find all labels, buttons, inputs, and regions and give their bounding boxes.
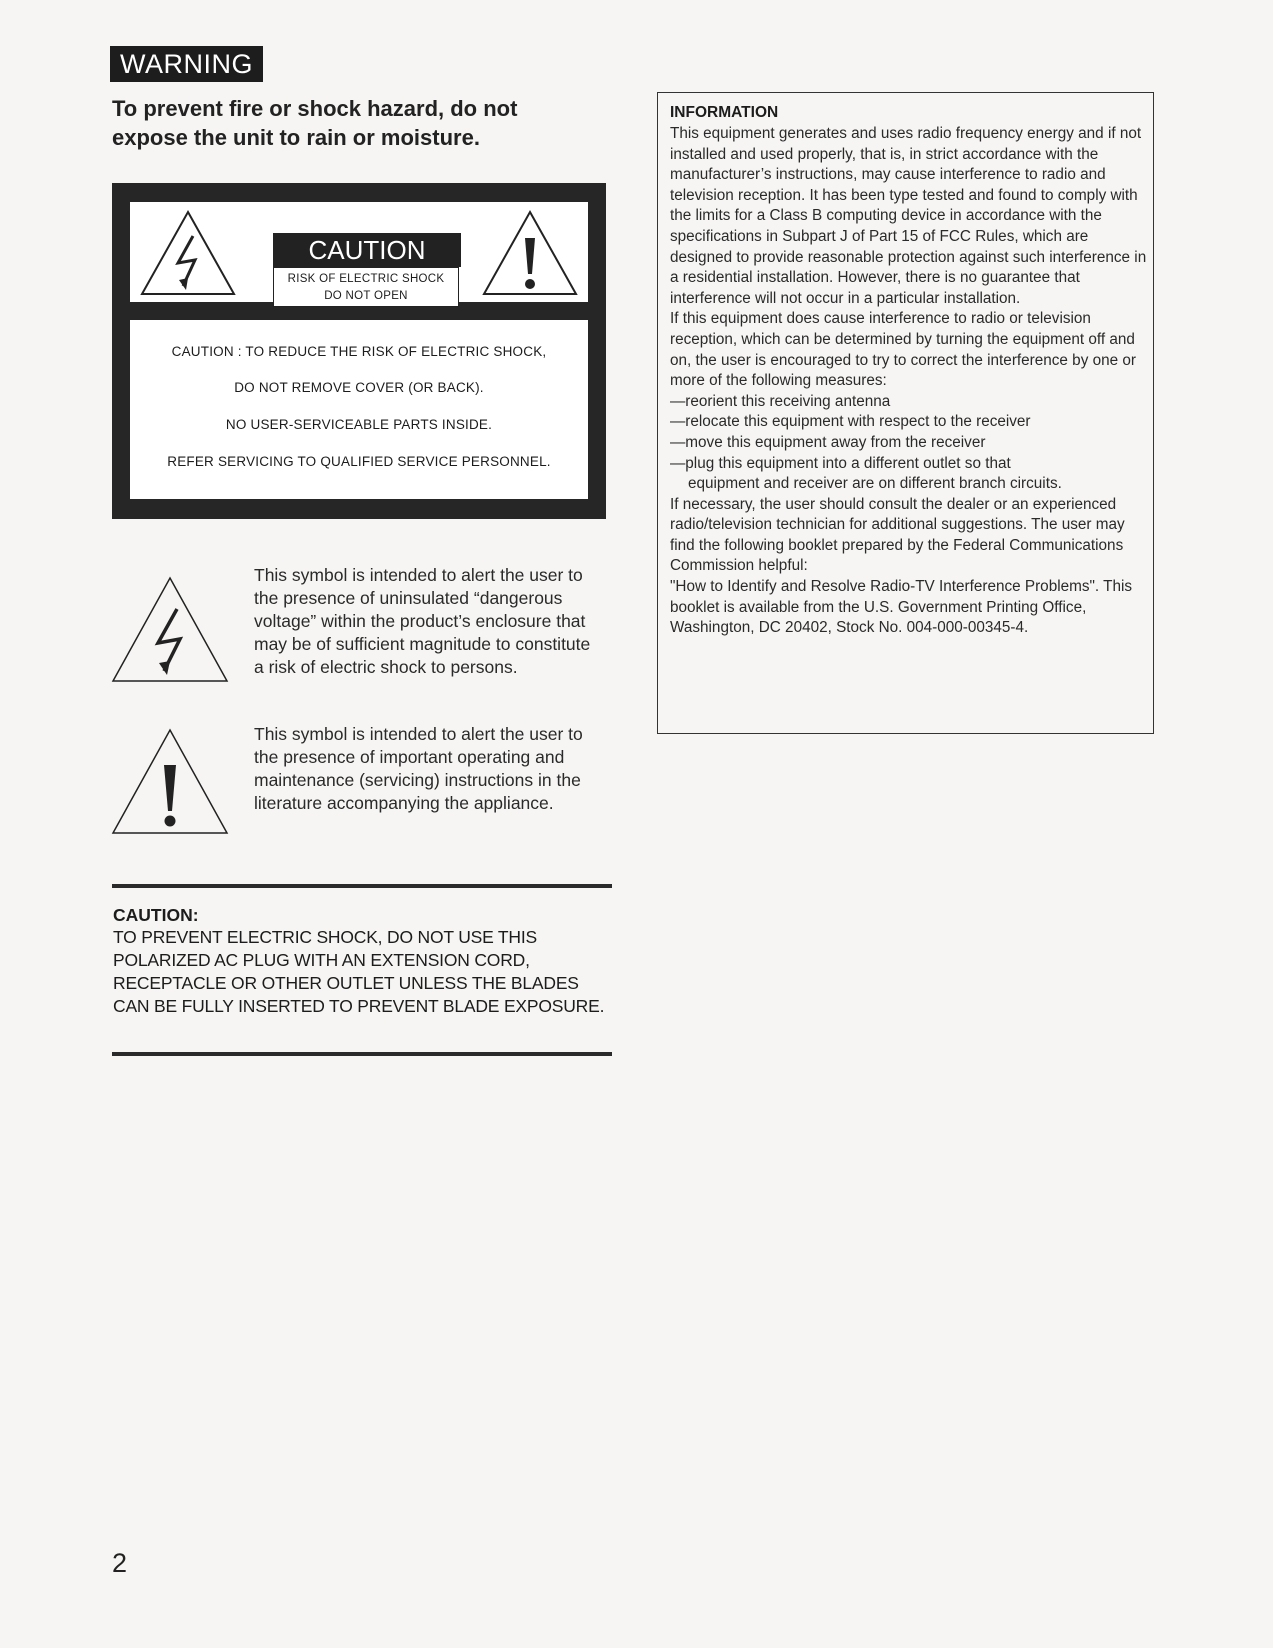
measure-item: —relocate this equipment with respect to the receiver [670,413,1031,431]
lightning-triangle-icon [110,575,230,685]
symbol-description: This symbol is intended to alert the user to the presence of uninsulated “dangerous voltage” within the product’s enclosure that may be of sufficient magnitude to constitute a risk of electric shock to persons. [254,565,591,677]
caution-subtitle-line: DO NOT OPEN [324,290,408,302]
exclamation-triangle-icon [110,727,230,837]
caution-heading: CAUTION: [113,905,199,925]
symbol-description: This symbol is intended to alert the user to the presence of important operating and maintenance (servicing) instructions in the literature accompanying the appliance. [254,724,583,813]
information-body [670,124,1148,639]
measure-item: —move this equipment away from the receiver [670,433,986,451]
information-paragraph: This equipment generates and uses radio frequency energy and if not installed and used properly, that is, in strict accordance with the manufacturer’s instructions, may cause interference to radio and television reception. It has been type tested and found to comply with the limits for a Class B computing device in accordance with the specifications in Subpart J of Part 15 of FCC Rules, which are designed to provide reasonable protection against such interference in a residential installation. However, there is no guarantee that interference will not occur in a particular installation. [670,125,1147,307]
caution-label-top [130,202,588,302]
information-heading: INFORMATION [670,104,779,121]
information-box [657,92,1154,734]
lightning-triangle-icon [138,208,238,298]
warning-label: WARNING [110,46,263,82]
divider [112,1052,612,1056]
measure-item: —reorient this receiving antenna [670,392,891,410]
caution-line: NO USER-SERVICEABLE PARTS INSIDE. [225,417,493,432]
page-number: 2 [112,1548,128,1578]
caution-text: TO PREVENT ELECTRIC SHOCK, DO NOT USE THIS POLARIZED AC PLUG WITH AN EXTENSION CORD, RECEPTACLE OR OTHER OUTLET UNLESS THE BLADES CAN BE FULLY INSERTED TO PREVENT BLADE EXPOSURE. [113,927,605,1016]
caution-line: CAUTION : TO REDUCE THE RISK OF ELECTRIC SHOCK, [171,344,547,359]
caution-line: REFER SERVICING TO QUALIFIED SERVICE PERSONNEL. [167,454,551,469]
exclamation-triangle-icon [480,208,580,298]
information-paragraph: If this equipment does cause interference to radio or television reception, which can be determined by turning the equipment off and on, the user is encouraged to try to correct the interference by one or more of the following measures: [670,310,1136,390]
caution-subtitle [273,267,459,307]
caution-label-bottom [130,320,588,499]
measure-item-continued: equipment and receiver are on different branch circuits. [688,475,1062,493]
warning-text: To prevent fire or shock hazard, do not expose the unit to rain or moisture. [112,96,518,150]
information-paragraph: If necessary, the user should consult the dealer or an experienced radio/television technician for additional suggestions. The user may find the following booklet prepared by the Federal Communications Commission helpful: [670,495,1125,575]
divider [112,884,612,888]
caution-title: CAUTION [273,233,461,267]
caution-label-panel [112,183,606,519]
caution-subtitle-line: RISK OF ELECTRIC SHOCK [287,273,445,285]
caution-line: DO NOT REMOVE COVER (OR BACK). [234,380,484,395]
measure-item: —plug this equipment into a different outlet so that [670,454,1011,472]
information-paragraph: "How to Identify and Resolve Radio-TV Interference Problems". This booklet is available from the U.S. Government Printing Office, Washington, DC 20402, Stock No. 004-000-00345-4. [670,578,1133,637]
